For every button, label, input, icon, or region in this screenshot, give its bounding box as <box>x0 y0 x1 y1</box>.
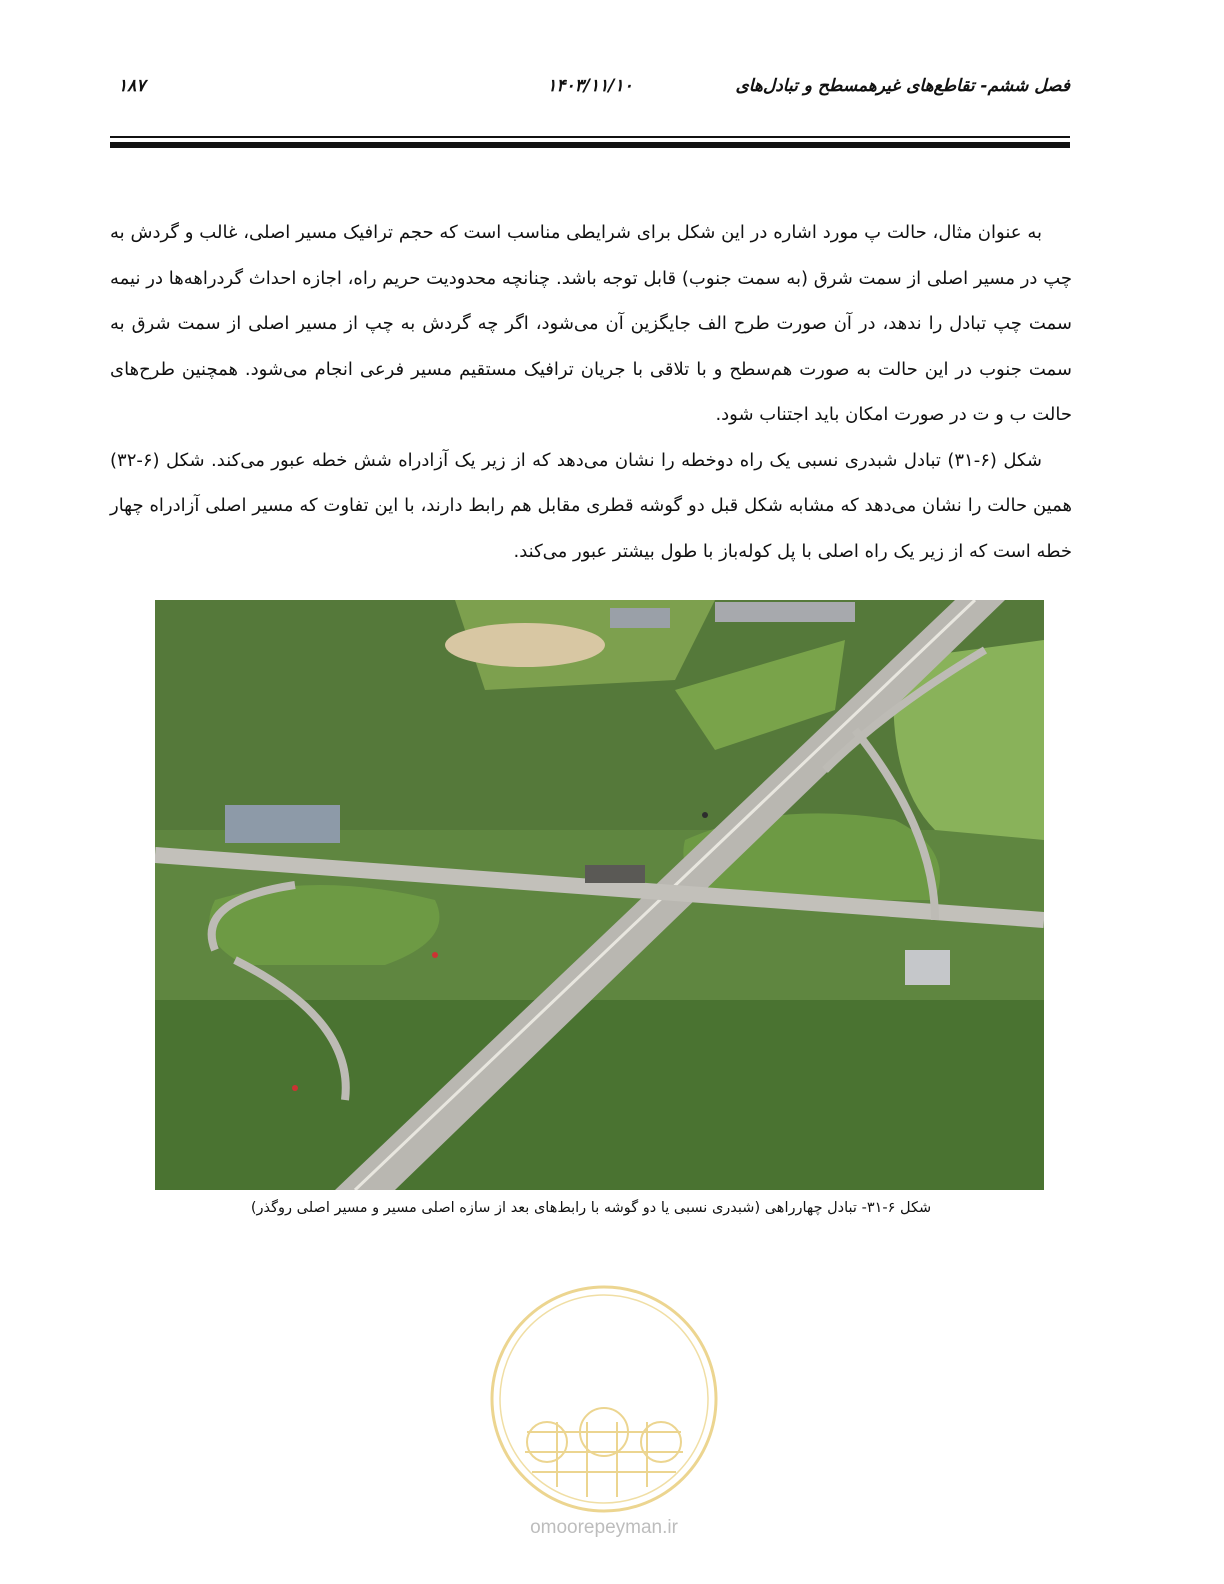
body-text <box>110 210 1072 574</box>
interchange-aerial-photo <box>155 600 1044 1190</box>
paragraph-2: شکل (۶-۳۱) تبادل شبدری نسبی یک راه دوخطه را نشان می‌دهد که از زیر یک آزادراه شش خطه عبور می‌کند. شکل (۶-۳۲) همین حالت را نشان می‌دهد که مشابه شکل قبل دو گوشه قطری مقابل هم رابط دارند، با این تفاوت که مسیر اصلی آزادراه چهار خطه است که از زیر یک راه اصلی با پل کوله‌باز با طول بیشتر عبور می‌کند. <box>110 449 1072 562</box>
header-rule-thick <box>110 142 1070 148</box>
page-header <box>110 70 1070 110</box>
chapter-title: فصل ششم- تقاطع‌های غیرهمسطح و تبادل‌های <box>735 76 1070 96</box>
watermark-site: omoorepeyman.ir <box>530 1517 678 1538</box>
paragraph-1: به عنوان مثال، حالت پ مورد اشاره در این شکل برای شرایطی مناسب است که حجم ترافیک مسیر اصلی، غالب و گردش به چپ در مسیر اصلی از سمت شرق (به سمت جنوب) قابل توجه باشد. چنانچه محدودیت حریم راه، اجازه احداث گردراهه‌ها در نیمه سمت چپ تبادل را ندهد، در آن صورت طرح الف جایگزین آن می‌شود، اگر چه گردش به چپ از مسیر اصلی از سمت شرق به سمت جنوب در این حالت به صورت هم‌سطح و با تلاقی با جریان ترافیک مستقیم مسیر فرعی انجام می‌شود. همچنین طرح‌های حالت ب و ت در صورت امکان باید اجتناب شود. <box>110 222 1072 425</box>
omoorepeyman-logo-watermark <box>487 1282 721 1516</box>
header-date: ۱۴۰۳/۱۱/۱۰ <box>547 76 633 96</box>
figure-caption: شکل ۶-۳۱- تبادل چهارراهی (شبدری نسبی یا دو گوشه با رابط‌های بعد از سازه اصلی مسیر و مسیر اصلی روگذر) <box>250 1200 932 1216</box>
page-number: ۱۸۷ <box>118 76 146 96</box>
header-rule-thin <box>110 136 1070 138</box>
